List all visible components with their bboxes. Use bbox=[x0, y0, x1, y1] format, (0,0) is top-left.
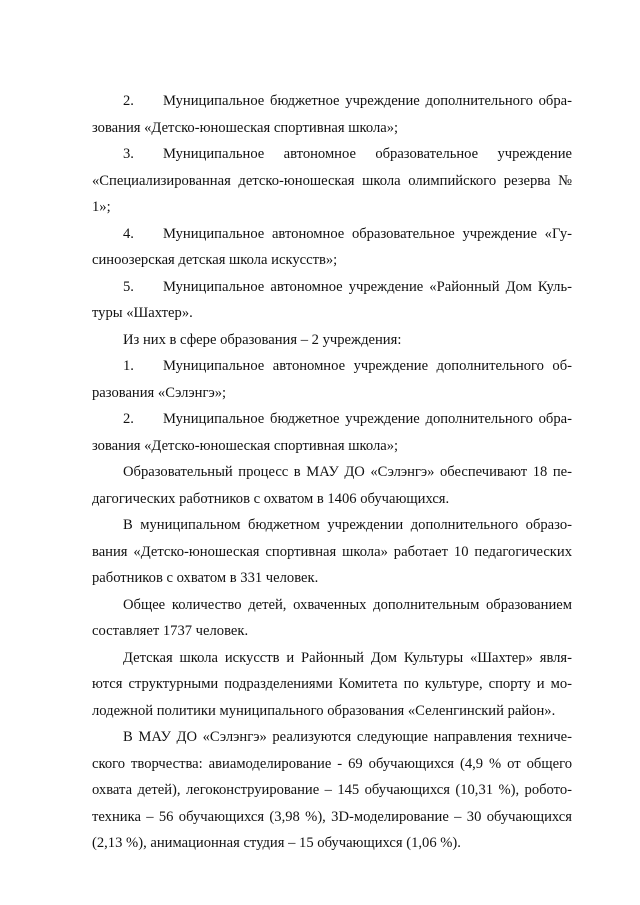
list-item-number: 2. bbox=[123, 93, 134, 109]
list-item-text: Муниципальное автономное образовательное учреждение «Гу-синоозерская детская школа искусств»; bbox=[92, 225, 572, 268]
list-item bbox=[92, 88, 572, 141]
list-item-number: 1. bbox=[123, 358, 134, 374]
list-item-text: Муниципальное автономное учреждение «Районный Дом Куль-туры «Шахтер». bbox=[92, 278, 572, 321]
list-item-text: Муниципальное бюджетное учреждение дополнительного обра-зования «Детско-юношеская спортивная школа»; bbox=[92, 411, 572, 454]
list-item bbox=[92, 406, 572, 459]
list-item-text: Муниципальное автономное учреждение дополнительного об-разования «Сэлэнгэ»; bbox=[92, 358, 572, 401]
paragraph-intro-education: Из них в сфере образования – 2 учреждения: bbox=[123, 331, 402, 348]
paragraph-culture-committee: Детская школа искусств и Районный Дом Культуры «Шахтер» явля-ются структурными подразделениями Комитета по культуре, спорту и мо-лодежной политики муниципального образования «Селенгинский район». bbox=[92, 649, 572, 719]
paragraph-sports-school-staff: В муниципальном бюджетном учреждении дополнительного образо-вания «Детско-юношеская спортивная школа» работает 10 педагогических работников с охватом в 331 человек. bbox=[92, 517, 572, 586]
list-item-number: 5. bbox=[123, 278, 134, 295]
paragraph-selenge-staff: Образовательный процесс в МАУ ДО «Сэлэнгэ» обеспечивают 18 пе-дагогических работников с охватом в 1406 обучающихся. bbox=[92, 464, 572, 507]
list-item bbox=[92, 141, 572, 221]
list-item bbox=[92, 274, 572, 327]
list-item-number: 2. bbox=[123, 411, 134, 427]
list-item bbox=[92, 353, 572, 406]
paragraph-technical-creativity: В МАУ ДО «Сэлэнгэ» реализуются следующие направления техниче-ского творчества: авиамоделирование - 69 обучающихся (4,9 % от общего охвата детей), легоконструирование – 145 обучающихся (10,31 %), робото-техника – 56 обучающихся (3,98 %), 3D-моделирование – 30 обучающихся (2,13 %), анимационная студия – 15 обучающихся (1,06 %). bbox=[92, 729, 572, 851]
list-item bbox=[92, 221, 572, 274]
list-item-text: Муниципальное автономное образовательное учреждение «Специализированная детско-юношеская школа олимпийского резерва № 1»; bbox=[92, 146, 572, 215]
list-item-number: 4. bbox=[123, 225, 134, 242]
paragraph-total-children: Общее количество детей, охваченных дополнительным образованием составляет 1737 человек. bbox=[92, 596, 572, 639]
list-item-text: Муниципальное бюджетное учреждение дополнительного обра-зования «Детско-юношеская спортивная школа»; bbox=[92, 93, 572, 136]
list-item-number: 3. bbox=[123, 146, 134, 162]
